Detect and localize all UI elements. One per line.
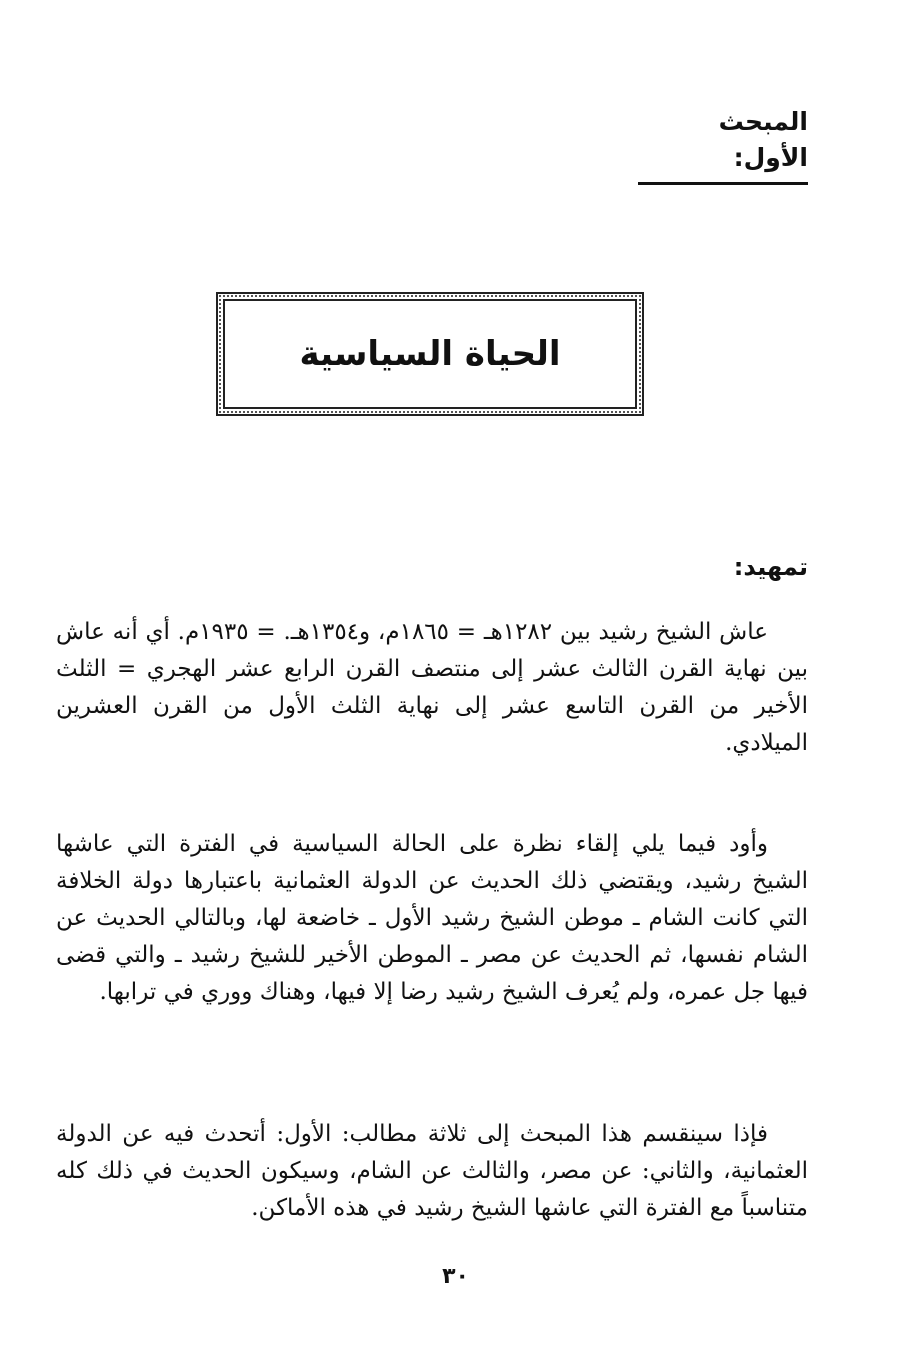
paragraph-2 (56, 826, 808, 1011)
page-number: ٣٠ (442, 1264, 469, 1289)
intro-heading: تمهيد: (733, 553, 808, 581)
title-frame (216, 292, 644, 416)
paragraph-1-text: عاش الشيخ رشيد بين ١٢٨٢هـ = ١٨٦٥م، و١٣٥٤هـ. = ١٩٣٥م. أي أنه عاش بين نهاية القرن الثالث عشر إلى منتصف القرن الرابع عشر الهجري = الثلث الأخير من القرن التاسع عشر إلى نهاية الثلث الأول من القرن العشرين الميلادي. (56, 619, 808, 756)
chapter-title: الحياة السياسية (299, 334, 561, 374)
paragraph-1 (56, 614, 808, 762)
paragraph-2-text: وأود فيما يلي إلقاء نظرة على الحالة السياسية في الفترة التي عاشها الشيخ رشيد، ويقتضي ذلك الحديث عن الدولة العثمانية باعتبارها دولة الخلافة التي كانت الشام ـ موطن الشيخ رشيد الأول ـ خاضعة لها، وبالتالي الحديث عن الشام نفسها، ثم الحديث عن مصر ـ الموطن الأخير للشيخ رشيد ـ والتي قضى فيها جل عمره، ولم يُعرف الشيخ رشيد رضا إلا فيها، وهناك ووري في ترابها. (56, 831, 808, 1005)
title-frame-inner (223, 299, 637, 409)
section-heading: المبحث الأول: (638, 104, 808, 185)
paragraph-3-text: فإذا سينقسم هذا المبحث إلى ثلاثة مطالب: الأول: أتحدث فيه عن الدولة العثمانية، والثاني: عن مصر، والثالث عن الشام، وسيكون الحديث في ذلك كله متناسباً مع الفترة التي عاشها الشيخ رشيد في هذه الأماكن. (56, 1121, 808, 1221)
paragraph-3 (56, 1116, 808, 1227)
